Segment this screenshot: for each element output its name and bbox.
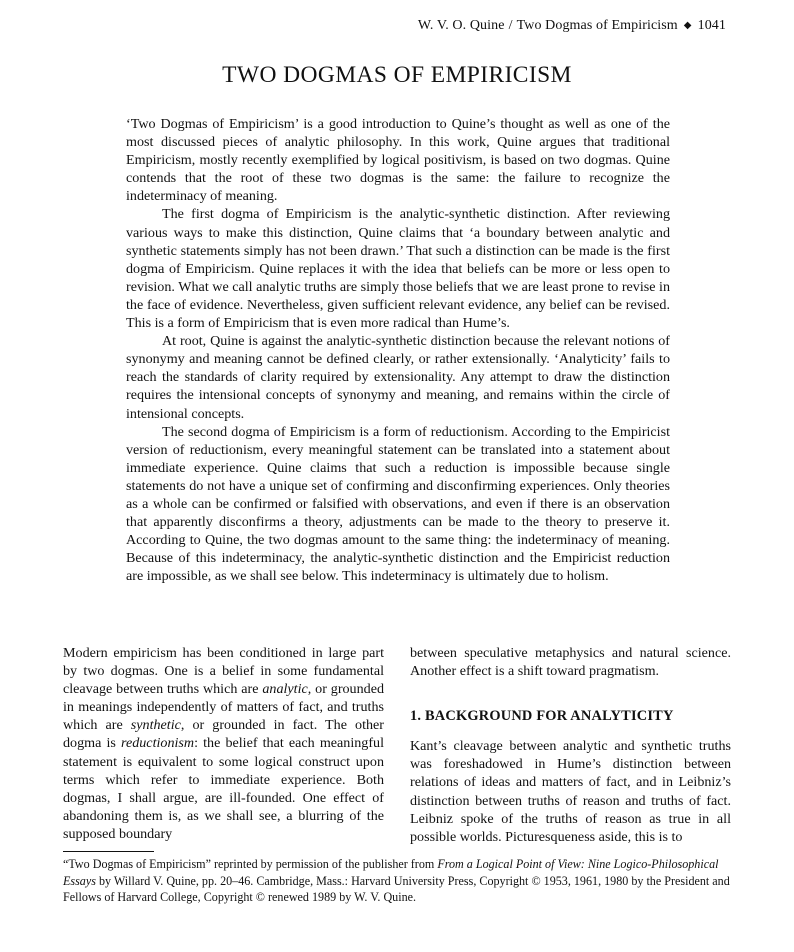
- footnote-text: “Two Dogmas of Empiricism” reprinted by permission of the publisher from: [63, 857, 438, 871]
- running-head-title: Two Dogmas of Empiricism: [516, 18, 678, 33]
- running-head-author: W. V. O. Quine: [417, 18, 505, 33]
- body-column-right: [410, 644, 731, 846]
- emphasis-reductionism: reductionism: [121, 735, 195, 752]
- article-title: TWO DOGMAS OF EMPIRICISM: [222, 62, 572, 88]
- body-column-left: [63, 644, 384, 843]
- running-head-separator: /: [508, 18, 513, 33]
- emphasis-analytic: analytic: [262, 681, 308, 698]
- editor-introduction: [126, 115, 670, 585]
- body-paragraph-continued: between speculative metaphysics and natural science. Another effect is a shift toward pragmatism.: [410, 645, 731, 680]
- body-text: , or grounded in meanings independently of matters of fact, and truths which are: [63, 681, 385, 734]
- intro-paragraph-2: The first dogma of Empiricism is the analytic-synthetic distinction. After reviewing various ways to make this distinction, Quine claims that ‘a boundary between analytic and synthetic statements simply has not been drawn.’ That such a distinction can be made is the first dogma of Empiricism. Quine replaces it with the idea that beliefs can be more or less open to revision. What we call analytic truths are simply those beliefs that we are least prone to revise in the face of evidence. Nevertheless, given sufficient relevant evidence, any belief can be revised. This is a form of Empiricism that is even more radical than Hume’s.: [126, 206, 670, 332]
- footnote-book-title: From a Logical Point of View: Nine Logico-Philosophical Essays: [63, 857, 719, 888]
- diamond-icon: ◆: [683, 20, 692, 31]
- intro-paragraph-3: At root, Quine is against the analytic-synthetic distinction because the relevant notions of synonymy and meaning cannot be defined clearly, or rather extensionally. ‘Analyticity’ fails to reach the standards of clarity required by extensionality. Any attempt to draw the distinction requires the intensional concepts of synonymy and meaning, and remains within the circle of intensional concepts.: [126, 333, 670, 422]
- body-text: : the belief that each meaningful statement is equivalent to some logical construct upon terms which refer to immediate experience. Both dogmas, I shall argue, are ill-founded. One effect of abandoning them is, as we shall see, a blurring of the supposed boundary: [63, 735, 385, 842]
- footnote: [63, 856, 731, 906]
- body-text: Modern empiricism has been conditioned in large part by two dogmas. One is a belief in some fundamental cleavage between truths which are: [63, 645, 384, 698]
- section-heading: 1. BACKGROUND FOR ANALYTICITY: [410, 708, 674, 725]
- intro-paragraph-1: ‘Two Dogmas of Empiricism’ is a good introduction to Quine’s thought as well as one of the most discussed pieces of analytic philosophy. In this work, Quine argues that traditional Empiricism, mostly recently exemplified by logical positivism, is based on two dogmas. Quine contends that the root of these two dogmas is the same: the failure to recognize the indeterminacy of meaning.: [126, 116, 670, 205]
- emphasis-synthetic: synthetic: [130, 717, 181, 734]
- running-head: [418, 18, 726, 34]
- body-paragraph-2: Kant’s cleavage between analytic and synthetic truths was foreshadowed in Hume’s distinction between relations of ideas and matters of fact, and in Leibniz’s distinction between truths of reason and truths of fact. Leibniz spoke of the truths of reason as true in all possible worlds. Picturesqueness aside, this is to: [410, 738, 731, 845]
- page-number: 1041: [697, 18, 726, 33]
- body-paragraph-1: [63, 644, 384, 843]
- footnote-text: by Willard V. Quine, pp. 20–46. Cambridge, Mass.: Harvard University Press, Copyright © 1953, 1961, 1980 by the President and Fellows of Harvard College, Copyright © renewed 1989 by W. V. Quine.: [63, 873, 730, 905]
- footnote-divider: [63, 851, 154, 852]
- body-text: , or grounded in fact. The other dogma is: [63, 717, 384, 752]
- intro-paragraph-4: The second dogma of Empiricism is a form of reductionism. According to the Empiricist version of reductionism, every meaningful statement can be translated into a statement about immediate experience. Quine claims that such a reduction is impossible because single statements do not have a unique set of confirming and disconfirming experiences. Only theories as a whole can be confirmed or falsified with observations, and even if there is an observation that apparently disconfirms a theory, adjustments can be made to the theory to preserve it. According to Quine, the two dogmas amount to the same thing: the indeterminacy of meaning. Because of this indeterminacy, the analytic-synthetic distinction and the Empiricist reduction are impossible, as we shall see below. This indeterminacy is ultimately due to holism.: [126, 423, 670, 585]
